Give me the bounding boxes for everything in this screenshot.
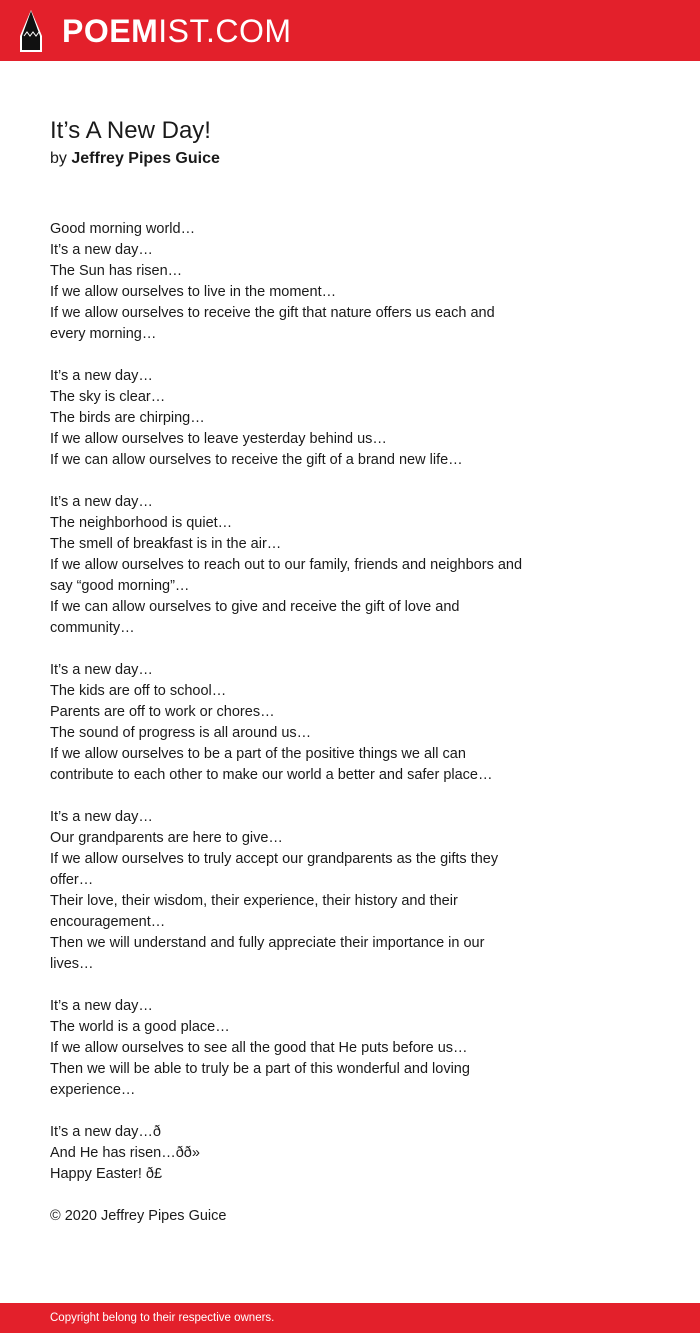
poem-line: Good morning world… xyxy=(50,221,196,237)
poem-line: It’s a new day…ð xyxy=(50,1124,161,1140)
poem-line: every morning… xyxy=(50,326,157,342)
poem-line: lives… xyxy=(50,956,94,972)
poem-line: The smell of breakfast is in the air… xyxy=(50,536,282,552)
poem-stanza xyxy=(50,996,570,1101)
poem-line: If we allow ourselves to receive the gift that nature offers us each and xyxy=(50,305,495,321)
poem-line: If we allow ourselves to reach out to our family, friends and neighbors and xyxy=(50,557,523,573)
logo-bold-text: POEM xyxy=(62,13,159,49)
author-name: Jeffrey Pipes Guice xyxy=(71,150,220,167)
logo-light-text: IST.COM xyxy=(158,13,292,49)
poem-stanza xyxy=(50,219,570,345)
poem-line: say “good morning”… xyxy=(50,578,190,594)
poem-stanza xyxy=(50,660,570,786)
poem-line: If we allow ourselves to see all the good that He puts before us… xyxy=(50,1040,468,1056)
poem-line: The world is a good place… xyxy=(50,1019,230,1035)
poem-line: If we allow ourselves to live in the moment… xyxy=(50,284,337,300)
poem-stanza xyxy=(50,366,570,471)
poem-line: The Sun has risen… xyxy=(50,263,183,279)
poem-title: It’s A New Day! xyxy=(50,117,211,144)
poem-line: The birds are chirping… xyxy=(50,410,205,426)
poem-stanza xyxy=(50,1122,570,1185)
poem-line: experience… xyxy=(50,1082,136,1098)
poem-line: offer… xyxy=(50,872,94,888)
poem-stanza xyxy=(50,492,570,639)
poem-line: It’s a new day… xyxy=(50,662,153,678)
pencil-tip-icon[interactable] xyxy=(18,10,44,52)
poem-stanza xyxy=(50,807,570,975)
poem-line: It’s a new day… xyxy=(50,368,153,384)
poem-line: If we allow ourselves to leave yesterday behind us… xyxy=(50,431,387,447)
site-header xyxy=(0,0,700,61)
poem-line: Their love, their wisdom, their experience, their history and their xyxy=(50,893,458,909)
poem-line: Happy Easter! ð£ xyxy=(50,1166,163,1182)
poem-line: contribute to each other to make our world a better and safer place… xyxy=(50,767,493,783)
poem-line: community… xyxy=(50,620,135,636)
poem-line: If we allow ourselves to be a part of the positive things we all can xyxy=(50,746,466,762)
poem-line: And He has risen…ðð» xyxy=(50,1145,200,1161)
poem-line: Then we will be able to truly be a part of this wonderful and loving xyxy=(50,1061,470,1077)
poem-body xyxy=(50,219,570,1206)
site-footer xyxy=(0,1303,700,1333)
poem-line: Parents are off to work or chores… xyxy=(50,704,275,720)
poem-line: It’s a new day… xyxy=(50,242,153,258)
footer-copyright-text: Copyright belong to their respective owners. xyxy=(50,1312,275,1324)
poem-copyright: © 2020 Jeffrey Pipes Guice xyxy=(50,1208,227,1224)
poem-line: Then we will understand and fully appreciate their importance in our xyxy=(50,935,485,951)
poem-line: If we can allow ourselves to give and receive the gift of love and xyxy=(50,599,460,615)
poem-line: It’s a new day… xyxy=(50,809,153,825)
poem-line: It’s a new day… xyxy=(50,998,153,1014)
poem-line: It’s a new day… xyxy=(50,494,153,510)
poem-line: Our grandparents are here to give… xyxy=(50,830,283,846)
poem-line: The sound of progress is all around us… xyxy=(50,725,312,741)
byline xyxy=(50,148,220,170)
by-label: by xyxy=(50,150,67,167)
poem-line: If we can allow ourselves to receive the gift of a brand new life… xyxy=(50,452,463,468)
poem-line: The sky is clear… xyxy=(50,389,166,405)
poem-line: The neighborhood is quiet… xyxy=(50,515,233,531)
site-logo[interactable] xyxy=(62,12,292,50)
poem-line: The kids are off to school… xyxy=(50,683,227,699)
poem-line: If we allow ourselves to truly accept our grandparents as the gifts they xyxy=(50,851,499,867)
poem-line: encouragement… xyxy=(50,914,166,930)
